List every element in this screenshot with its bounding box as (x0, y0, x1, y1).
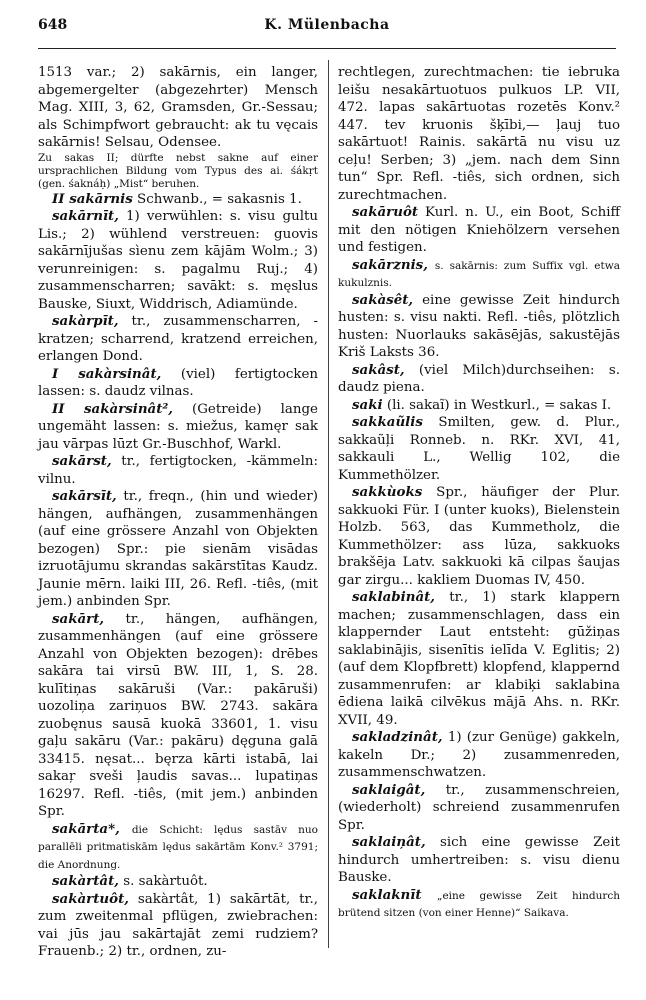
dictionary-entry (38, 366, 318, 401)
headword: sakārsīt, (52, 488, 117, 504)
entry-text: tr., 1) stark klappern machen; zusammenschlagen, dass ein klappernder Laut entsteht: gūžiņas saklabinājis, sisenītis ielīda V. Eglitis; 2) (auf dem Klopfbrett) klopfend, klappernd zusammenrufen: ar klabiķi saklabina ēdiena laikā cilvēkus mājā Ahs. n. RKr. XVII, 49. (338, 590, 620, 728)
entry-text: tr., fertigtocken, -kämmeln: vilnu. (38, 454, 318, 487)
headword: saki (352, 396, 383, 413)
entry-text: 1513 var.; 2) sakārnis, ein langer, abgemergelter (abgezehrter) Mensch Mag. XIII, 3, 62, Gramsden, Gr.-Sessau; als Schimpfwort gebraucht: ak tu vęcais sakārnis! Selsau, Odensee. (38, 65, 318, 150)
dictionary-entry (38, 873, 318, 891)
entry-text: die Schicht: lędus sastāv nuo parallēli pritmatiskām lędus sakārtām Konv.² 3791; die Anordnung. (38, 823, 318, 871)
dictionary-entry (38, 821, 318, 874)
dictionary-entry (38, 453, 318, 488)
headword: saklabinât, (352, 589, 435, 605)
entry-text: s. sakārnis: zum Suffix vgl. etwa kukulznis. (338, 259, 620, 289)
headword: sakàrpīt, (52, 313, 119, 329)
headword: sakkaũlis (352, 414, 423, 430)
entry-text: Kurl. n. U., ein Boot, Schiff mit den nötigen Kniehölzern versehen und festigen. (338, 205, 620, 255)
entry-text: Spr., häufiger der Plur. sakkuoki Für. I (unter kuoks), Bielenstein Holzb. 563, das Kummetholz, die Kummethölzer: ass lūza, sakkuoks brakšēja Latv. sakkuoki kā cilpas šaujas gar zirgu... kakliem Duomas IV, 450. (338, 485, 620, 588)
headword: sakāruôt (352, 204, 419, 220)
dictionary-entry (38, 611, 318, 821)
headword: sakladzinât, (352, 729, 443, 745)
headword: saklaigât, (352, 781, 426, 798)
etymology-note (38, 152, 318, 191)
entry-continuation (338, 64, 620, 204)
entry-text: 1) verwühlen: s. visu gultu Lis.; 2) wühlend verstreuen: guovis sakārnījušas sìenu zem kājām Wolm.; 3) verunreinigen: s. pagalmu Ruj.; 4) zusammenscharren; savākt: s. męslus Bauske, Siuxt, Widdrisch, Adiamünde. (38, 209, 318, 312)
dictionary-entry (38, 191, 318, 209)
dictionary-entry (338, 484, 620, 589)
dictionary-entry (38, 891, 318, 961)
dictionary-entry (338, 887, 620, 922)
entry-text: (viel) fertigtocken lassen: s. daudz vilnas. (38, 366, 318, 399)
headword: sakâst, (352, 361, 405, 378)
running-head: K. Mülenbacha (264, 17, 390, 33)
entry-text: eine gewisse Zeit hindurch husten: s. visu nakti. Refl. -tiês, plötzlich husten: Nuorlauks sakāsējās, sakustējās Kriš Laksts 36. (338, 292, 620, 360)
headword: sakàsêt, (352, 291, 414, 308)
headword: sakàrtuôt, (52, 890, 129, 907)
entry-text: sakàrtât, 1) sakārtāt, tr., zum zweitenmal pflügen, zwiebrachen: vai jūs jau sakārtajāt zemi rudziem? Frauenb.; 2) tr., ordnen, zu- (38, 891, 318, 959)
entry-text: Smilten, gew. d. Plur., sakkaũļi Ronneb. n. RKr. XVI, 41, sakkauli L., Wellig 102, die Kummethölzer. (338, 415, 620, 483)
dictionary-entry (38, 313, 318, 366)
dictionary-entry (338, 257, 620, 292)
headword: I sakàrsinât, (52, 365, 162, 382)
headword: II sakārnis (52, 190, 133, 207)
note-text: Zu sakas II; dürfte nebst sakne auf einer ursprachlichen Bildung vom Typus des ai. śákṛt (gen. śaknáḥ) „Mist“ beruhen. (38, 151, 318, 190)
dictionary-entry (338, 834, 620, 887)
headword: sakkùoks (352, 484, 423, 500)
entry-text: tr., zusammenschreien, (wiederholt) schreiend zusammenrufen Spr. (338, 782, 620, 833)
page-header (38, 12, 616, 38)
dictionary-entry (338, 204, 620, 257)
dictionary-entry (338, 782, 620, 835)
right-column (338, 64, 620, 922)
dictionary-entry (338, 292, 620, 362)
entry-text: 1) (zur Genüge) gakkeln, kakeln Dr.; 2) zusammenreden, zusammenschwatzen. (338, 730, 620, 780)
entry-text: „eine gewisse Zeit hindurch brütend sitzen (von einer Henne)“ Saikava. (338, 889, 621, 919)
dictionary-entry (338, 589, 620, 729)
headword: saklaknīt (352, 886, 422, 903)
page-number: 648 (38, 17, 68, 33)
headword: sakārnīt, (52, 208, 119, 224)
header-rule (38, 48, 616, 49)
headword: sakārta*, (52, 820, 120, 837)
column-divider (328, 60, 329, 948)
entry-text: sich eine gewisse Zeit hindurch umhertreiben: s. visu dienu Bauske. (338, 835, 620, 885)
dictionary-entry (338, 414, 620, 484)
left-column (38, 64, 318, 961)
dictionary-entry (338, 729, 620, 782)
entry-text: (Getreide) lange ungemäht lassen: s. miežus, kamęr sak jau vārpas lūzt Gr.-Buschhof, Warkl. (38, 401, 318, 452)
entry-text: tr., hängen, aufhängen, zusammenhängen (auf eine grössere Anzahl von Objekten bezogen): drēbes sakāra tai virsū BW. III, 1, S. 28. kulītiņas sakāruši (Var.: pakāruši) uozoliņa zariņuos BW. 2743. sakāra zuobęnus sausā kuokā 33601, 1. visu gaļu sakāru (Var.: pakāru) dęguna galā 33415. nęsat... bęrza kārti istabā, lai sakaŗ sveši ļaudis savas... lupatiņas 16297. Refl. -tiês, (mit jem.) anbinden Spr. (38, 611, 318, 819)
dictionary-entry (338, 397, 620, 415)
entry-text: rechtlegen, zurechtmachen: tie iebruka leišu nesakārtuotuos pulkuos LP. VII, 472. lapas sakārtuotas rozetēs Konv.² 447. tev kruonis šķībi,— ļauj tuo sakārtuot! Rainis. sakārtā nu visu uz ceļu! Serben; 3) „jem. nach dem Sinn tun“ Spr. Refl. -tiês, sich ordnen, sich zurechtmachen. (338, 65, 620, 203)
headword: saklaiņât, (352, 834, 426, 850)
entry-text: s. sakàrtuôt. (123, 874, 208, 889)
dictionary-entry (38, 401, 318, 454)
dictionary-entry (38, 208, 318, 313)
entry-text: (viel Milch)durchseihen: s. daudz piena. (338, 362, 620, 395)
entry-continuation (38, 64, 318, 152)
headword: sakārst, (52, 453, 112, 469)
entry-text: Schwanb., = sakasnis 1. (137, 191, 302, 207)
dictionary-entry (38, 488, 318, 611)
headword: II sakàrsinât², (52, 400, 173, 417)
headword: sakàrtât, (52, 873, 119, 889)
entry-text: tr., zusammenscharren, -kratzen; scharrend, kratzend erreichen, erlangen Dond. (38, 314, 318, 364)
dictionary-entry (338, 362, 620, 397)
entry-text: (li. sakaĩ) in Westkurl., = sakas I. (386, 397, 612, 413)
headword: sakārznis, (352, 256, 428, 273)
entry-text: tr., freqn., (hin und wieder) hängen, aufhängen, zusammenhängen (auf eine grössere Anzahl von Objekten bezogen) Spr.: pie sienām visādas izruotājumu skrandas sakārstītas Kaudz. Jaunie mērn. laiki III, 26. Refl. -tiês, (mit jem.) anbinden Spr. (38, 489, 318, 609)
headword: sakārt, (52, 610, 105, 627)
